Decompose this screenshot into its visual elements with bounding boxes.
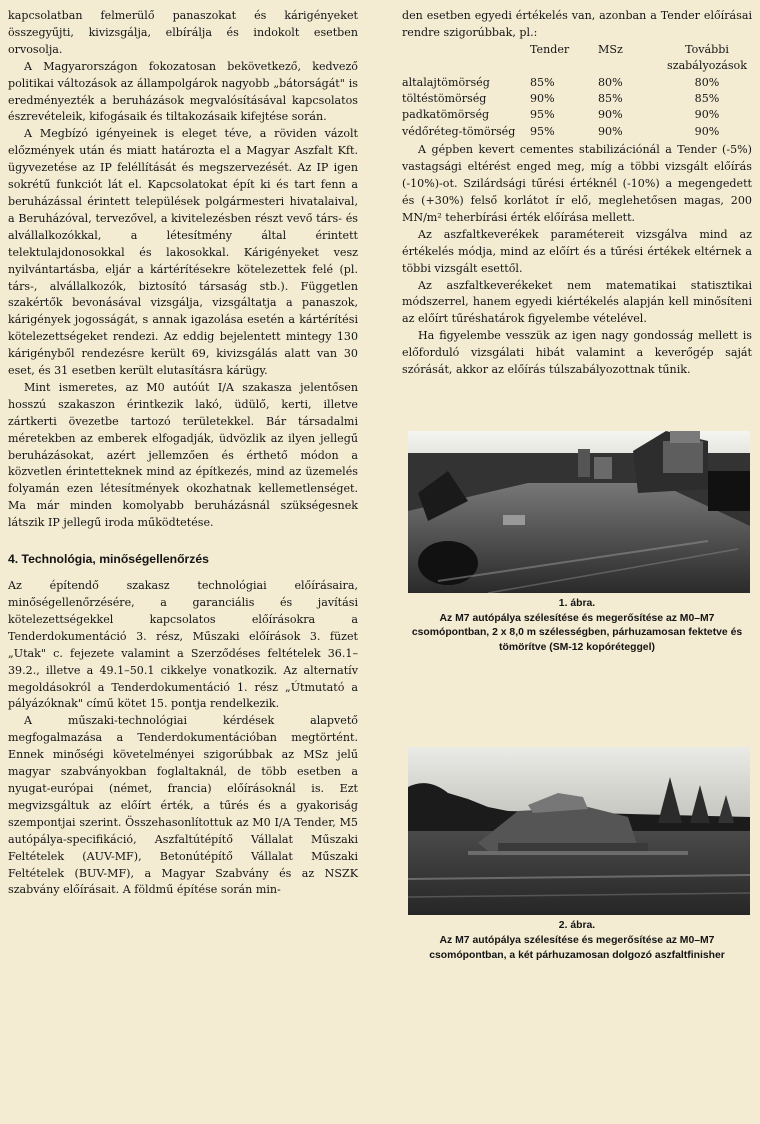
figure-2-caption [402, 919, 752, 963]
table-cell: töltéstömörség [402, 92, 487, 106]
table-cell: 85% [598, 92, 623, 106]
right-column [402, 8, 752, 963]
table-row [402, 75, 752, 91]
table-row [402, 107, 752, 123]
figure-number: 1. ábra. [558, 597, 596, 609]
highway-widening-photo [408, 431, 750, 593]
table-cell: 85% [530, 75, 555, 89]
asphalt-finishers-photo [408, 747, 750, 915]
table-cell: 95% [530, 124, 555, 138]
paragraph: Az aszfaltkeverékek paramétereit vizsgálva mind az értékelés módja, mind az előírt és a tűrési értékek eltérnek a többi vizsgált esettől. [402, 227, 752, 275]
table-cell: 90% [530, 92, 555, 106]
table-cell: 90% [598, 124, 623, 138]
paragraph: Az építendő szakasz technológiai előírásaira, minőségellenőrzésére, a garanciális és javítási kötelezettségekkel kapcsolatos előírásokra a Tenderdokumentáció 3. rész, Műszaki előírások 3. füzet „Utak" c. fejezete valamint a Szerződéses feltételek 36.1–39.2., illetve a 49.1–50.1 cikkelye vonatkozik. Az alternatív megoldásokról a Tenderdokumentáció 1. rész „Útmutató a pályázóknak" című kötet 15. pontja rendelkezik. [8, 579, 358, 711]
table-row [402, 124, 752, 140]
figure-caption-text: Az M7 autópálya szélesítése és megerősítése az M0–M7 csomópontban, a két párhuzamosan dolgozó aszfaltfinisher [429, 934, 725, 961]
table-cell: 90% [694, 124, 720, 138]
table-cell: padkatömörség [402, 108, 490, 122]
table-row [402, 91, 752, 107]
table-cell: 85% [694, 92, 720, 106]
table-cell: 90% [694, 108, 720, 122]
table-header-cell: Tender [530, 42, 570, 56]
paragraph: A műszaki-technológiai kérdések alapvető megfogalmazása a Tenderdokumentációban megtörtént. Ennek minőségi követelményei szigorúbbak az MSz jelű magyar szabványokban foglaltaknál, de több esetben a nyugat-európai (német, francia) előírásoknál is. Ezt megvizsgáltuk az előírt érték, a tűrés és a gyakoriság szempontjai szerint. Összehasonlítottuk az M0 I/A Tender, M5 autópálya-specifikáció, Aszfaltútépítő Vállalat Műszaki Feltételek (AUV-MF), Betonútépítő Vállalat Műszaki Feltételek (BUV-MF), a Magyar Szabvány és az NSZK szabvány előírásait. A földmű építése során min- [8, 714, 358, 897]
table-header-cell: További szabályozások [667, 42, 747, 73]
table-cell: 80% [598, 75, 623, 89]
paragraph: A gépben kevert cementes stabilizációnál a Tender (-5%) vastagsági eltérést enged meg, míg a többi vizsgált előírás (-10%)-ot. Szilárdsági tűrési értéknél (-10%) a megengedett és (+30%) felső korlátot ír elő, meglehetősen magas, 200 MN/m² teherbírási érték előírása mellett. [402, 143, 752, 224]
figure-1-caption [402, 597, 752, 655]
paragraph: A Megbízó igényeinek is eleget téve, a röviden vázolt előzmények után és miatt határozta el a Magyar Aszfalt Kft. ügyvezetése az IP feléllítását és megszervezését. Az IP igen sokrétű funkciót lát el. Kapcsolatokat épít ki és tart fenn a beruházással érintett települések polgármesteri hivatalaival, a Beruházóval, tervezővel, a kivitelezésben részt vevő társ- és alvállalkozókkal, a létesítmény által érintett telektulajdonosokkal és lakosokkal. Kárigényeket vesz nyilvántartásba, eljár a kártérítésekre kötelezettek felé (pl. társ-, alvállalkozók, biztosító társaság stb.). Független szakértők bevonásával vizsgálja, vizsgáltatja a panaszok, kárigények jogosságát, s annak igazolása esetén a kártérítési kötelezettségeket rendezi. Az eddig bejelentett mintegy 130 kárigényből rendezésre került 69, kivizsgálás alatt van 30 eset, és 31 esetben került elutasításra kárügy. [8, 127, 358, 378]
left-column [8, 8, 358, 899]
paragraph: A Magyarországon fokozatosan bekövetkező, kedvező politikai változások az állampolgárok nagyobb „bátorságát" is eredményezték a beruházások megvalósításával kapcsolatos észrevételeik, kifogásaik és tiltakozásaik kifejtése során. [8, 59, 358, 124]
paragraph: Az aszfaltkeverékeket nem matematikai statisztikai módszerrel, hanem egyedi kiértékelés alapján kell minősíteni az előírt tűréshatárok figyelembe vételével. [402, 278, 752, 326]
table-cell: 95% [530, 108, 555, 122]
table-cell: altalajtömörség [402, 75, 490, 89]
figure-number: 2. ábra. [558, 920, 596, 932]
paragraph: den esetben egyedi értékelés van, azonban a Tender előírásai rendre szigorúbbak, pl.: [402, 9, 752, 39]
table-cell: 80% [694, 75, 720, 89]
figure-2-photo [408, 747, 750, 915]
figure-1-photo [408, 431, 750, 593]
paragraph: Mint ismeretes, az M0 autóút I/A szakasza jelentősen hosszú szakaszon érintkezik lakó, üdülő, kerti, illetve zártkerti övezetbe tartozó területekkel. Bár társadalmi méretekben az emberek elfogadják, üdvözlik az ilyen jellegű beruházásokat, azért jellemzően és érthető módon a közvetlen érintetteknek mind az építkezés, mind az üzemelés folyamán ezen létesítmények okozhatnak kellemetlenséget. Ma már minden komolyabb beruházásnál szükségesnek látszik IP jellegű iroda működtetése. [8, 380, 358, 530]
paragraph: Ha figyelembe vesszük az igen nagy gondosság mellett is előforduló vizsgálati hibát valamint a keverőgép saját szórását, akkor az előírás túlszabályozottnak tűnik. [402, 329, 752, 377]
table-header-cell [402, 42, 530, 75]
table-cell: védőréteg-tömörség [402, 124, 516, 138]
compaction-requirements-table [402, 42, 752, 140]
figure-caption-text: Az M7 autópálya szélesítése és megerősítése az M0–M7 csomópontban, 2 x 8,0 m szélességben, párhuzamosan fektetve és tömörítve (SM-12 kopóréteggel) [411, 612, 743, 653]
table-header-row [402, 42, 752, 75]
table-cell: 90% [598, 108, 623, 122]
section-heading: 4. Technológia, minőségellenőrzés [8, 552, 209, 567]
paragraph: kapcsolatban felmerülő panaszokat és kárigényeket összegyűjti, kivizsgálja, elbírálja és indokolt esetben orvosolja. [8, 9, 358, 56]
table-header-cell: MSz [598, 42, 623, 56]
